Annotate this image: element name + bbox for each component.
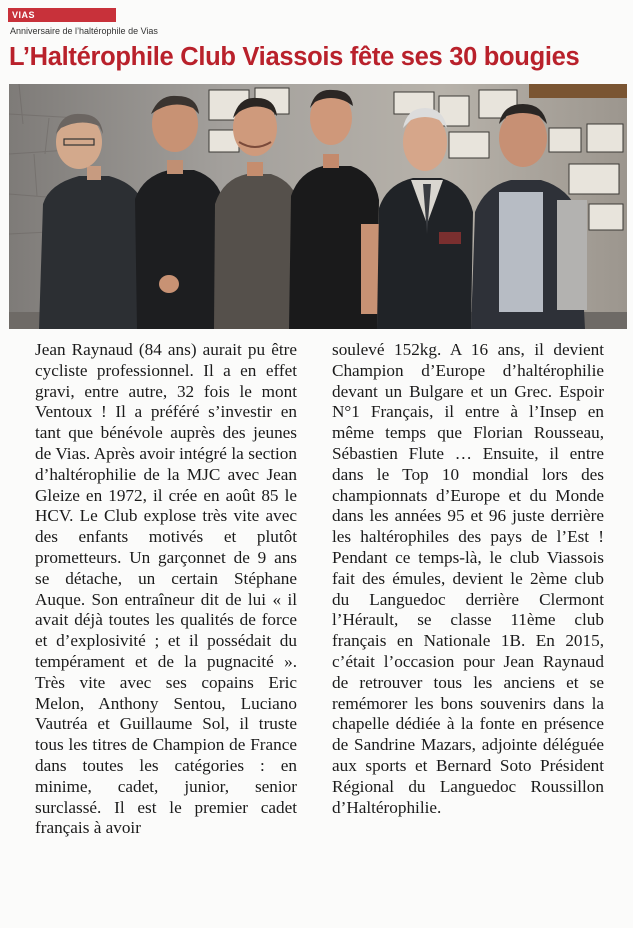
article-paragraph: Jean Raynaud (84 ans) aurait pu être cycliste professionnel. Il a en effet gravi, entre autre, 32 fois le mont Ventoux ! Il a préféré s’investir en tant que bénévole auprès des jeunes de Vias. Après avoir intégré la section d’haltérophilie de la MJC avec Jean Gleize en 1972, il crée en août 85 le HCV. Le Club explose très vite avec des enfants motivés et plutôt prometteurs. Un garçonnet de 9 ans se détache, un certain Stéphane Auque. Son entraîneur dit de lui « il avait déjà toutes les qualités de force et d’explosivité ; et il possédait du tempérament et de la pugnacité ». Très vite avec ses copains Eric Melon, Anthony Sentou, Luciano Vautréa et Guillaume Sol, il truste tous les titres de Champion de France dans toutes les catégories : en minime, cadet, junior, senior surclassé. Il est le premier cadet français à avoir — [35, 340, 297, 838]
group-photo — [9, 84, 627, 329]
article-headline: L’Haltérophile Club Viassois fête ses 30 bougies — [9, 43, 580, 71]
article-kicker: Anniversaire de l’haltérophile de Vias — [10, 26, 158, 36]
group-photo-illustration — [9, 84, 627, 329]
section-rubric: VIAS — [8, 8, 116, 22]
article-paragraph: soulevé 152kg. A 16 ans, il devient Champion d’Europe d’haltérophilie devant un Bulgare et un Grec. Espoir N°1 Français, il entre à l’Insep en même temps que Florian Rousseau, Sébastien Flute … Ensuite, il entre dans le Top 10 mondial lors des championnats d’Europe et du Monde dans les années 95 et 96 juste derrière les haltérophiles des pays de l’Est ! Pendant ce temps-là, le club Viassois fait des émules, devient le 2ème club du Languedoc derrière Clermont l’Hérault, se classe 11ème club français en Nationale 1B. En 2015, c’était l’occasion pour Jean Raynaud de retrouver tous les anciens et se remémorer les bons souvenirs dans la chapelle dédiée à la fonte en présence de Sandrine Mazars, adjointe déléguée aux sports et Bernard Soto Président Régional du Languedoc Roussillon d’Haltérophilie. — [332, 340, 604, 817]
article-column-right — [332, 340, 604, 818]
article-column-left — [35, 340, 297, 839]
